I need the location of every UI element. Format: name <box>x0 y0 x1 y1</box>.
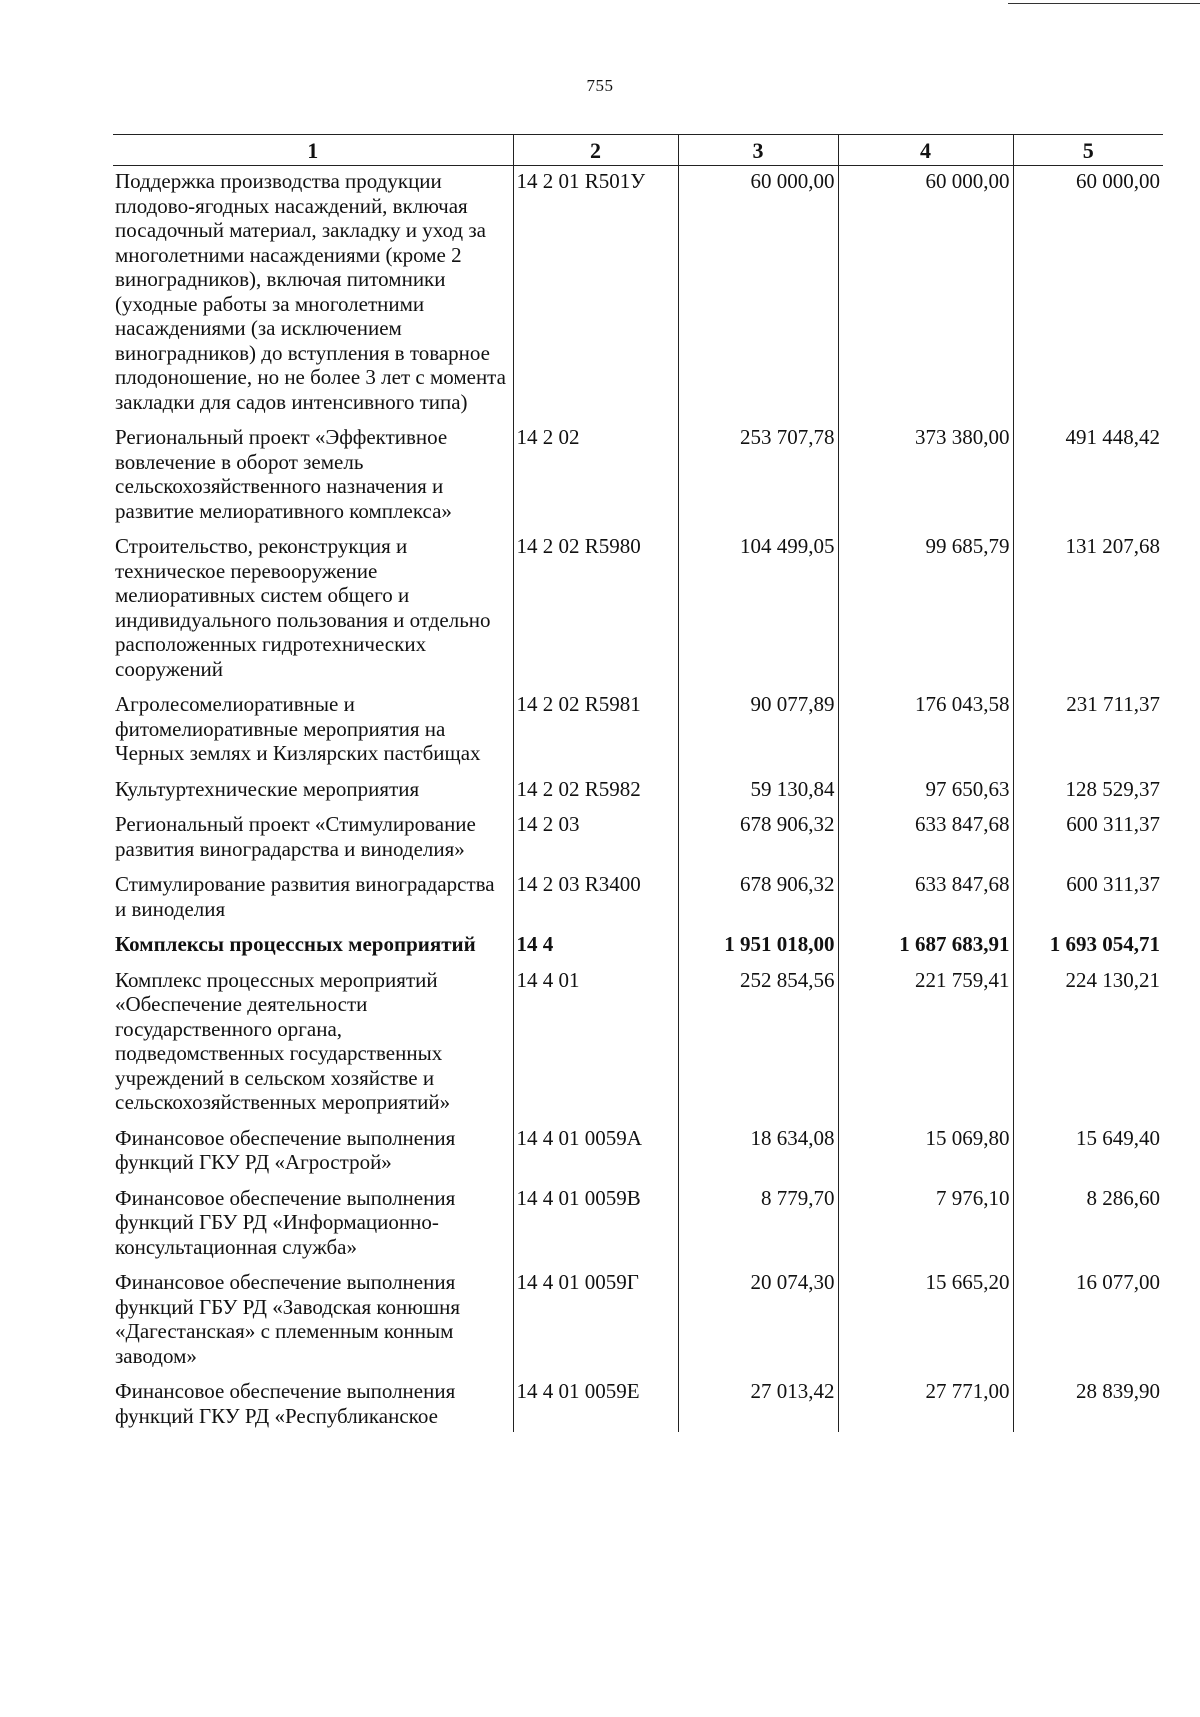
column-header-4: 4 <box>838 135 1013 166</box>
row-value-col3: 252 854,56 <box>678 967 838 1125</box>
table-row <box>113 533 1163 691</box>
row-code: 14 4 01 0059Г <box>513 1269 678 1378</box>
table-row <box>113 1378 1163 1432</box>
row-value-col3: 104 499,05 <box>678 533 838 691</box>
row-value-col4: 60 000,00 <box>838 166 1013 425</box>
row-value-col5: 60 000,00 <box>1013 166 1163 425</box>
row-value-col3: 59 130,84 <box>678 776 838 812</box>
budget-table <box>113 134 1163 1432</box>
row-name: Агролесомелиоративные и фитомелиоративные мероприятия на Черных землях и Кизлярских пастбищах <box>115 692 481 765</box>
row-value-col4: 373 380,00 <box>838 424 1013 533</box>
top-edge-rule <box>1008 3 1200 4</box>
table-row <box>113 871 1163 931</box>
row-value-col5: 128 529,37 <box>1013 776 1163 812</box>
row-value-col5: 8 286,60 <box>1013 1185 1163 1270</box>
column-header-3: 3 <box>678 135 838 166</box>
row-name: Финансовое обеспечение выполнения функций ГБУ РД «Информационно-консультационная служба» <box>115 1185 456 1259</box>
table-row <box>113 166 1163 425</box>
row-name: Комплекс процессных мероприятий «Обеспечение деятельности государственного органа, подведомственных государственных учреждений в сельском хозяйстве и сельскохозяйственных мероприятий» <box>115 967 451 1114</box>
table-row <box>113 811 1163 871</box>
row-code: 14 2 02 R5982 <box>513 776 678 812</box>
row-value-col4: 176 043,58 <box>838 691 1013 776</box>
row-code: 14 4 <box>513 931 678 967</box>
row-value-col3: 253 707,78 <box>678 424 838 533</box>
row-value-col4: 99 685,79 <box>838 533 1013 691</box>
table-row <box>113 776 1163 812</box>
row-name: Финансовое обеспечение выполнения функций ГКУ РД «Республиканское <box>115 1379 456 1428</box>
row-value-col4: 1 687 683,91 <box>838 931 1013 967</box>
row-value-col4: 97 650,63 <box>838 776 1013 812</box>
row-value-col3: 20 074,30 <box>678 1269 838 1378</box>
row-code: 14 2 03 R3400 <box>513 871 678 931</box>
row-value-col5: 224 130,21 <box>1013 967 1163 1125</box>
row-value-col3: 1 951 018,00 <box>678 931 838 967</box>
row-value-col3: 18 634,08 <box>678 1125 838 1185</box>
row-code: 14 2 02 <box>513 424 678 533</box>
table-row <box>113 424 1163 533</box>
row-name: Региональный проект «Эффективное вовлечение в оборот земель сельскохозяйственного назначения и развитие мелиоративного комплекса» <box>115 425 452 523</box>
row-value-col5: 28 839,90 <box>1013 1378 1163 1432</box>
row-code: 14 4 01 0059В <box>513 1185 678 1270</box>
row-value-col5: 231 711,37 <box>1013 691 1163 776</box>
row-code: 14 4 01 <box>513 967 678 1125</box>
row-code: 14 2 02 R5981 <box>513 691 678 776</box>
row-value-col3: 678 906,32 <box>678 811 838 871</box>
row-name: Комплексы процессных мероприятий <box>115 932 476 956</box>
row-value-col3: 678 906,32 <box>678 871 838 931</box>
row-value-col5: 16 077,00 <box>1013 1269 1163 1378</box>
row-value-col4: 27 771,00 <box>838 1378 1013 1432</box>
table-row <box>113 691 1163 776</box>
row-code: 14 2 03 <box>513 811 678 871</box>
row-value-col4: 633 847,68 <box>838 871 1013 931</box>
row-name: Региональный проект «Стимулирование развития виноградарства и виноделия» <box>115 812 476 861</box>
row-code: 14 2 02 R5980 <box>513 533 678 691</box>
table-row <box>113 1269 1163 1378</box>
table-row <box>113 1125 1163 1185</box>
row-value-col3: 90 077,89 <box>678 691 838 776</box>
row-value-col4: 633 847,68 <box>838 811 1013 871</box>
row-value-col4: 7 976,10 <box>838 1185 1013 1270</box>
row-code: 14 2 01 R501У <box>513 166 678 425</box>
table-header <box>113 135 1163 166</box>
row-code: 14 4 01 0059Е <box>513 1378 678 1432</box>
row-value-col4: 15 665,20 <box>838 1269 1013 1378</box>
column-header-5: 5 <box>1013 135 1163 166</box>
row-value-col3: 27 013,42 <box>678 1378 838 1432</box>
row-value-col4: 15 069,80 <box>838 1125 1013 1185</box>
row-value-col5: 15 649,40 <box>1013 1125 1163 1185</box>
row-value-col5: 600 311,37 <box>1013 871 1163 931</box>
row-value-col5: 600 311,37 <box>1013 811 1163 871</box>
page-number: 755 <box>586 76 614 95</box>
row-name: Строительство, реконструкция и техническое перевооружение мелиоративных систем общего и индивидуального пользования и отдельно расположенных гидротехнических сооружений <box>115 534 491 681</box>
row-name: Финансовое обеспечение выполнения функций ГБУ РД «Заводская конюшня «Дагестанская» с племенным конным заводом» <box>115 1270 461 1368</box>
table-row <box>113 967 1163 1125</box>
row-value-col5: 1 693 054,71 <box>1013 931 1163 967</box>
row-name: Стимулирование развития виноградарства и виноделия <box>115 872 495 921</box>
row-name: Культуртехнические мероприятия <box>115 776 420 801</box>
row-value-col4: 221 759,41 <box>838 967 1013 1125</box>
column-header-2: 2 <box>513 135 678 166</box>
row-value-col5: 131 207,68 <box>1013 533 1163 691</box>
row-code: 14 4 01 0059А <box>513 1125 678 1185</box>
row-value-col5: 491 448,42 <box>1013 424 1163 533</box>
row-name: Финансовое обеспечение выполнения функций ГКУ РД «Агрострой» <box>115 1125 456 1174</box>
header-row <box>113 135 1163 166</box>
row-value-col3: 60 000,00 <box>678 166 838 425</box>
table-body <box>113 166 1163 1433</box>
row-value-col3: 8 779,70 <box>678 1185 838 1270</box>
table-row <box>113 931 1163 967</box>
row-name: Поддержка производства продукции плодово-ягодных насаждений, включая посадочный материал, закладку и уход за многолетними насаждениями (кроме 2 виноградников), включая питомники (уходные работы за многолетними насаждениями (за исключением виноградников) до вступления в товарное плодоношение, но не более 3 лет с момента закладки для садов интенсивного типа) <box>115 169 506 414</box>
table-row <box>113 1185 1163 1270</box>
column-header-1: 1 <box>113 135 513 166</box>
